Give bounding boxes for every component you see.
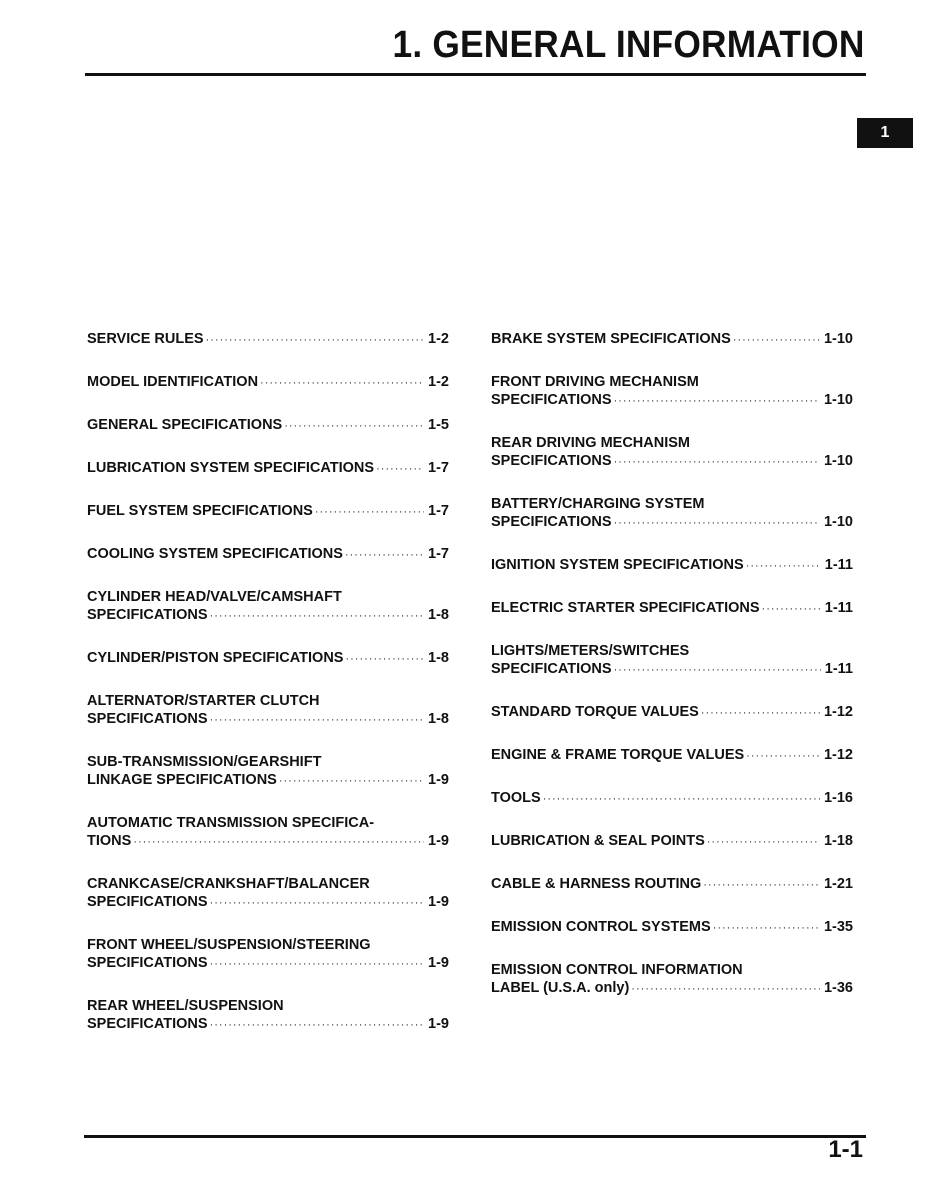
toc-left-column	[87, 330, 449, 1058]
toc-entry[interactable]	[87, 875, 449, 912]
toc-entry[interactable]	[491, 746, 853, 765]
dot-leader	[210, 711, 424, 729]
toc-entry-title: BRAKE SYSTEM SPECIFICATIONS	[491, 331, 731, 347]
dot-leader	[701, 704, 820, 722]
toc-entry[interactable]	[491, 642, 853, 679]
dot-leader	[345, 650, 424, 668]
dot-leader	[210, 894, 424, 912]
toc-entry-final-line	[491, 513, 853, 532]
toc-entry-final-line	[87, 373, 449, 392]
toc-entry[interactable]	[491, 789, 853, 808]
dot-leader	[345, 546, 424, 564]
toc-entry-title: LINKAGE SPECIFICATIONS	[87, 772, 277, 788]
toc-entry[interactable]	[87, 814, 449, 851]
toc-entry[interactable]	[87, 588, 449, 625]
toc-entry-page[interactable]: 1-2	[428, 374, 449, 390]
toc-entry-page[interactable]: 1-11	[824, 661, 853, 677]
dot-leader	[543, 790, 820, 808]
toc-entry-page[interactable]: 1-16	[823, 790, 853, 806]
toc-entry-title-line: REAR DRIVING MECHANISM	[491, 435, 690, 451]
toc-entry[interactable]	[491, 495, 853, 532]
toc-entry-title: SPECIFICATIONS	[87, 955, 208, 971]
toc-entry-page[interactable]: 1-8	[428, 650, 449, 666]
toc-entry-title: LUBRICATION SYSTEM SPECIFICATIONS	[87, 460, 375, 476]
toc-entry[interactable]	[87, 753, 449, 790]
toc-entry-title: SPECIFICATIONS	[87, 894, 208, 910]
toc-entry[interactable]	[491, 434, 853, 471]
toc-entry-final-line	[491, 391, 853, 410]
toc-entry-final-line	[87, 832, 449, 851]
toc-entry-title: LUBRICATION & SEAL POINTS	[491, 833, 705, 849]
toc-entry-page[interactable]: 1-5	[428, 417, 449, 433]
toc-entry-title-line: AUTOMATIC TRANSMISSION SPECIFICA-	[87, 815, 375, 831]
toc-entry-page[interactable]: 1-9	[428, 1016, 449, 1032]
toc-entry-page[interactable]: 1-10	[823, 392, 853, 408]
toc-entry-final-line	[87, 649, 449, 668]
toc-entry-title: COOLING SYSTEM SPECIFICATIONS	[87, 546, 343, 562]
dot-leader	[206, 331, 424, 349]
toc-entry-final-line	[491, 660, 853, 679]
toc-entry-title-line: SUB-TRANSMISSION/GEARSHIFT	[87, 754, 322, 770]
dot-leader	[260, 374, 424, 392]
toc-entry-final-line	[87, 954, 449, 973]
toc-entry[interactable]	[491, 556, 853, 575]
toc-entry-page[interactable]: 1-7	[428, 546, 449, 562]
toc-entry-page[interactable]: 1-9	[428, 894, 449, 910]
toc-entry[interactable]	[87, 459, 449, 478]
toc-entry-page[interactable]: 1-12	[823, 747, 853, 763]
toc-entry-page[interactable]: 1-9	[428, 772, 449, 788]
dot-leader	[713, 919, 820, 937]
footer-rule	[84, 1135, 866, 1138]
toc-entry-page[interactable]: 1-21	[823, 876, 853, 892]
toc-entry[interactable]	[87, 373, 449, 392]
toc-entry-final-line	[491, 875, 853, 894]
dot-leader	[733, 331, 820, 349]
toc-entry-page[interactable]: 1-10	[823, 331, 853, 347]
toc-entry-title: FUEL SYSTEM SPECIFICATIONS	[87, 503, 313, 519]
toc-entry-page[interactable]: 1-10	[823, 453, 853, 469]
toc-entry-page[interactable]: 1-11	[824, 557, 853, 573]
toc-entry-page[interactable]: 1-12	[823, 704, 853, 720]
toc-entry-title: SERVICE RULES	[87, 331, 204, 347]
header-rule	[85, 73, 866, 76]
dot-leader	[631, 980, 820, 998]
toc-entry[interactable]	[87, 692, 449, 729]
toc-entry-title: SPECIFICATIONS	[491, 514, 612, 530]
toc-entry-page[interactable]: 1-10	[823, 514, 853, 530]
chapter-title: 1. GENERAL INFORMATION	[392, 24, 865, 66]
toc-entry-final-line	[491, 918, 853, 937]
toc-entry[interactable]	[491, 373, 853, 410]
toc-entry-final-line	[87, 710, 449, 729]
dot-leader	[707, 833, 820, 851]
toc-entry-page[interactable]: 1-2	[428, 331, 449, 347]
toc-entry-title: LABEL (U.S.A. only)	[491, 980, 630, 996]
toc-entry-final-line	[87, 893, 449, 912]
toc-entry[interactable]	[87, 502, 449, 521]
toc-entry-final-line	[87, 606, 449, 625]
toc-entry-page[interactable]: 1-11	[824, 600, 853, 616]
toc-entry-page[interactable]: 1-35	[823, 919, 853, 935]
page-number: 1-1	[828, 1136, 863, 1163]
toc-entry-title: STANDARD TORQUE VALUES	[491, 704, 699, 720]
toc-entry-title: SPECIFICATIONS	[87, 711, 208, 727]
toc-entry[interactable]	[491, 918, 853, 937]
dot-leader	[315, 503, 424, 521]
toc-entry-title-line: EMISSION CONTROL INFORMATION	[491, 962, 743, 978]
toc-entry-final-line	[87, 771, 449, 790]
toc-entry[interactable]	[87, 936, 449, 973]
toc-entry-title: TIONS	[87, 833, 132, 849]
toc-entry-title: ENGINE & FRAME TORQUE VALUES	[491, 747, 745, 763]
toc-right-column	[491, 330, 853, 1022]
dot-leader	[746, 747, 820, 765]
dot-leader	[614, 514, 820, 532]
toc-entry-title: IGNITION SYSTEM SPECIFICATIONS	[491, 557, 744, 573]
toc-entry-final-line	[491, 979, 853, 998]
toc-entry-title: SPECIFICATIONS	[491, 453, 612, 469]
toc-entry[interactable]	[87, 416, 449, 435]
toc-entry-title-line: FRONT DRIVING MECHANISM	[491, 374, 699, 390]
toc-entry[interactable]	[87, 649, 449, 668]
dot-leader	[762, 600, 821, 618]
toc-entry-title-line: ALTERNATOR/STARTER CLUTCH	[87, 693, 320, 709]
toc-entry[interactable]	[491, 832, 853, 851]
toc-entry-page[interactable]: 1-7	[428, 460, 449, 476]
toc-entry-title: CABLE & HARNESS ROUTING	[491, 876, 702, 892]
toc-entry-title: MODEL IDENTIFICATION	[87, 374, 259, 390]
toc-entry-title: SPECIFICATIONS	[491, 661, 612, 677]
toc-entry[interactable]	[491, 875, 853, 894]
dot-leader	[133, 833, 424, 851]
toc-entry-page[interactable]: 1-8	[428, 607, 449, 623]
toc-entry[interactable]	[491, 330, 853, 349]
toc-entry[interactable]	[87, 330, 449, 349]
dot-leader	[210, 607, 424, 625]
dot-leader	[614, 392, 820, 410]
dot-leader	[279, 772, 424, 790]
toc-entry-title: EMISSION CONTROL SYSTEMS	[491, 919, 711, 935]
toc-entry-final-line	[491, 330, 853, 349]
toc-entry-page[interactable]: 1-18	[823, 833, 853, 849]
section-tab[interactable]: 1	[857, 118, 913, 148]
toc-entry-title-line: CRANKCASE/CRANKSHAFT/BALANCER	[87, 876, 370, 892]
toc-entry-title-line: REAR WHEEL/SUSPENSION	[87, 998, 284, 1014]
toc-entry-final-line	[491, 556, 853, 575]
dot-leader	[376, 460, 424, 478]
dot-leader	[703, 876, 820, 894]
toc-entry-title-line: BATTERY/CHARGING SYSTEM	[491, 496, 705, 512]
toc-entry-title-line: FRONT WHEEL/SUSPENSION/STEERING	[87, 937, 371, 953]
toc-entry-page[interactable]: 1-8	[428, 711, 449, 727]
dot-leader	[210, 955, 424, 973]
toc-entry-title: SPECIFICATIONS	[491, 392, 612, 408]
dot-leader	[284, 417, 424, 435]
toc-entry[interactable]	[491, 961, 853, 998]
toc-entry-final-line	[491, 832, 853, 851]
toc-entry-title: TOOLS	[491, 790, 541, 806]
toc-entry-final-line	[87, 459, 449, 478]
toc-entry[interactable]	[87, 545, 449, 564]
toc-entry-title-line: LIGHTS/METERS/SWITCHES	[491, 643, 690, 659]
toc-entry-title: SPECIFICATIONS	[87, 607, 208, 623]
toc-entry-page[interactable]: 1-36	[823, 980, 853, 996]
toc-entry-title: GENERAL SPECIFICATIONS	[87, 417, 283, 433]
toc-entry-final-line	[87, 1015, 449, 1034]
toc-entry-page[interactable]: 1-7	[428, 503, 449, 519]
toc-entry-final-line	[87, 416, 449, 435]
toc-entry-final-line	[87, 545, 449, 564]
dot-leader	[614, 453, 820, 471]
toc-entry-final-line	[491, 789, 853, 808]
toc-entry-final-line	[491, 746, 853, 765]
toc-entry-title: SPECIFICATIONS	[87, 1016, 208, 1032]
dot-leader	[210, 1016, 424, 1034]
toc-entry-title-line: CYLINDER HEAD/VALVE/CAMSHAFT	[87, 589, 342, 605]
toc-entry-final-line	[491, 703, 853, 722]
dot-leader	[746, 557, 821, 575]
dot-leader	[614, 661, 821, 679]
toc-entry-final-line	[87, 502, 449, 521]
toc-entry-page[interactable]: 1-9	[428, 833, 449, 849]
toc-entry[interactable]	[491, 599, 853, 618]
toc-entry[interactable]	[491, 703, 853, 722]
toc-entry-title: CYLINDER/PISTON SPECIFICATIONS	[87, 650, 344, 666]
toc-entry-final-line	[491, 452, 853, 471]
toc-entry-page[interactable]: 1-9	[428, 955, 449, 971]
toc-entry-final-line	[87, 330, 449, 349]
toc-entry-title: ELECTRIC STARTER SPECIFICATIONS	[491, 600, 760, 616]
toc-entry[interactable]	[87, 997, 449, 1034]
toc-entry-final-line	[491, 599, 853, 618]
